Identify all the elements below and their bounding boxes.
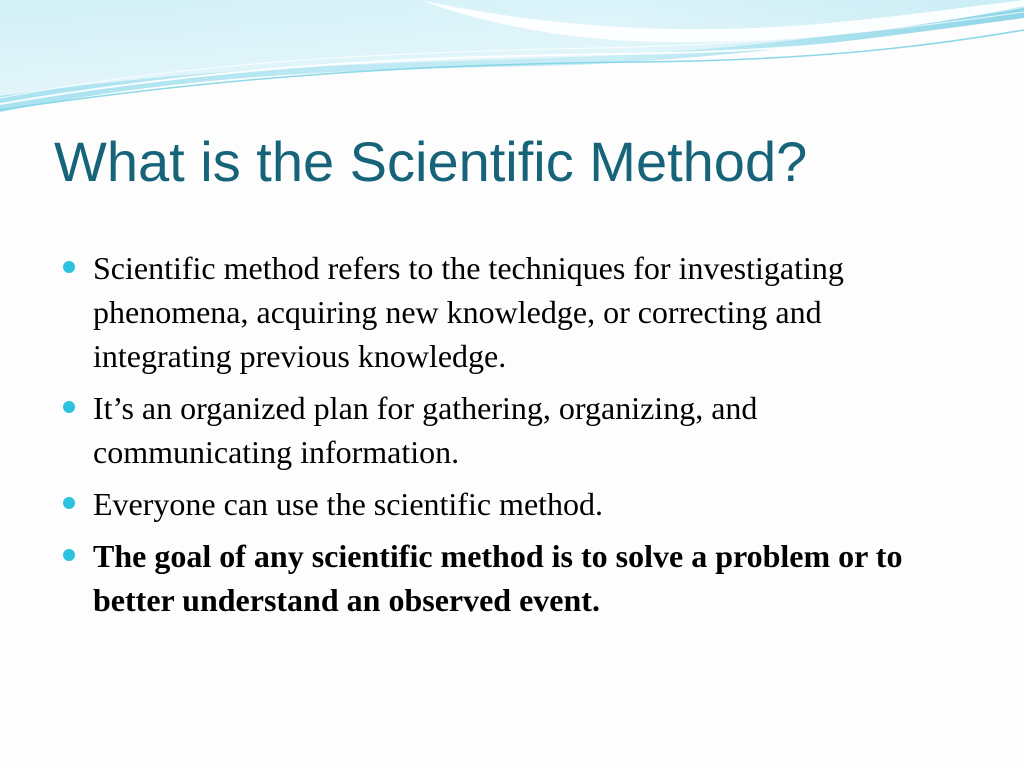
bullet-dot-icon (63, 549, 75, 561)
header-wave-decoration (0, 0, 1024, 120)
bullet-text: It’s an organized plan for gathering, organizing, and communicating information. (93, 390, 758, 470)
bullet-item (60, 246, 940, 378)
bullet-dot-icon (63, 401, 75, 413)
bullet-dot-icon (63, 497, 75, 509)
bullet-dot-icon (63, 261, 75, 273)
bullet-list (60, 246, 940, 630)
bullet-item-emphasized (60, 534, 940, 622)
bullet-text: The goal of any scientific method is to solve a problem or to better understand an observed event. (93, 538, 903, 618)
bullet-item (60, 482, 940, 526)
bullet-text: Everyone can use the scientific method. (93, 486, 604, 522)
bullet-text: Scientific method refers to the techniques for investigating phenomena, acquiring new knowledge, or correcting and integrating previous knowledge. (93, 250, 844, 374)
bullet-item (60, 386, 940, 474)
slide-title: What is the Scientific Method? (54, 130, 808, 193)
